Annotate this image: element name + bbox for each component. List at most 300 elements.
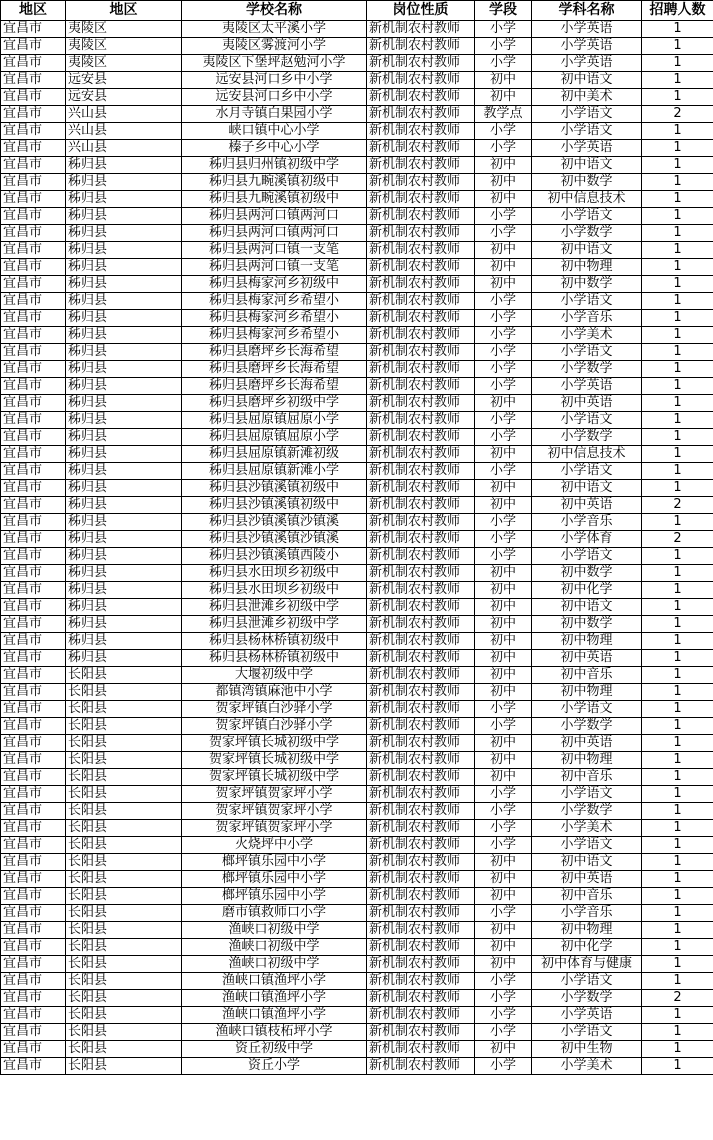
district-cell: 秭归县: [66, 242, 182, 259]
position-type-cell: 新机制农村教师: [367, 259, 475, 276]
table-row: [1, 429, 713, 446]
position-type-cell: 新机制农村教师: [367, 208, 475, 225]
school-name-cell: 秭归县沙镇溪镇西陵小: [182, 548, 367, 565]
subject-cell: 初中英语: [532, 395, 642, 412]
table-row: [1, 344, 713, 361]
subject-cell: 小学语文: [532, 837, 642, 854]
subject-cell: 小学语文: [532, 412, 642, 429]
school-name-cell: 秭归县九畹溪镇初级中: [182, 174, 367, 191]
district-cell: 长阳县: [66, 922, 182, 939]
school-name-cell: 秭归县屈原镇屈原小学: [182, 429, 367, 446]
school-level-cell: 初中: [475, 157, 532, 174]
school-name-cell: 秭归县屈原镇新滩初级: [182, 446, 367, 463]
school-name-cell: 秭归县沙镇溪镇沙镇溪: [182, 514, 367, 531]
school-name-cell: 榛子乡中心小学: [182, 140, 367, 157]
hire-count-cell: 1: [642, 684, 713, 701]
position-type-cell: 新机制农村教师: [367, 191, 475, 208]
table-row: [1, 21, 713, 38]
table-row: [1, 327, 713, 344]
school-name-cell: 榔坪镇乐园中小学: [182, 854, 367, 871]
city-cell: 宜昌市: [1, 174, 66, 191]
position-type-cell: 新机制农村教师: [367, 667, 475, 684]
hire-count-cell: 1: [642, 344, 713, 361]
table-row: [1, 973, 713, 990]
hire-count-cell: 1: [642, 922, 713, 939]
table-row: [1, 616, 713, 633]
hire-count-cell: 1: [642, 905, 713, 922]
school-name-cell: 秭归县梅家河乡希望小: [182, 293, 367, 310]
school-level-cell: 小学: [475, 905, 532, 922]
district-cell: 长阳县: [66, 684, 182, 701]
subject-cell: 初中语文: [532, 242, 642, 259]
school-name-cell: 秭归县两河口镇一支笔: [182, 259, 367, 276]
subject-cell: 小学音乐: [532, 905, 642, 922]
hire-count-cell: 1: [642, 973, 713, 990]
subject-cell: 小学语文: [532, 123, 642, 140]
school-level-cell: 小学: [475, 803, 532, 820]
subject-cell: 小学语文: [532, 1024, 642, 1041]
hire-count-cell: 1: [642, 140, 713, 157]
position-type-cell: 新机制农村教师: [367, 650, 475, 667]
table-row: [1, 310, 713, 327]
subject-cell: 小学语文: [532, 344, 642, 361]
subject-cell: 小学美术: [532, 1058, 642, 1075]
district-cell: 长阳县: [66, 701, 182, 718]
subject-cell: 初中语文: [532, 480, 642, 497]
school-level-cell: 初中: [475, 854, 532, 871]
hire-count-cell: 1: [642, 871, 713, 888]
position-type-cell: 新机制农村教师: [367, 735, 475, 752]
district-cell: 秭归县: [66, 633, 182, 650]
city-cell: 宜昌市: [1, 1041, 66, 1058]
district-cell: 兴山县: [66, 140, 182, 157]
header-subject: 学科名称: [532, 1, 642, 21]
table-row: [1, 803, 713, 820]
position-type-cell: 新机制农村教师: [367, 21, 475, 38]
table-row: [1, 854, 713, 871]
school-name-cell: 渔峡口初级中学: [182, 939, 367, 956]
school-level-cell: 初中: [475, 650, 532, 667]
school-level-cell: 初中: [475, 922, 532, 939]
city-cell: 宜昌市: [1, 259, 66, 276]
school-name-cell: 都镇湾镇麻池中小学: [182, 684, 367, 701]
school-name-cell: 资丘小学: [182, 1058, 367, 1075]
school-name-cell: 贺家坪镇贺家坪小学: [182, 820, 367, 837]
city-cell: 宜昌市: [1, 1024, 66, 1041]
table-row: [1, 412, 713, 429]
school-name-cell: 火烧坪中小学: [182, 837, 367, 854]
table-row: [1, 140, 713, 157]
subject-cell: 初中数学: [532, 565, 642, 582]
school-level-cell: 初中: [475, 242, 532, 259]
district-cell: 秭归县: [66, 514, 182, 531]
hire-count-cell: 1: [642, 514, 713, 531]
city-cell: 宜昌市: [1, 803, 66, 820]
position-type-cell: 新机制农村教师: [367, 837, 475, 854]
hire-count-cell: 1: [642, 633, 713, 650]
subject-cell: 小学美术: [532, 327, 642, 344]
table-row: [1, 786, 713, 803]
city-cell: 宜昌市: [1, 514, 66, 531]
table-row: [1, 905, 713, 922]
position-type-cell: 新机制农村教师: [367, 412, 475, 429]
position-type-cell: 新机制农村教师: [367, 514, 475, 531]
hire-count-cell: 1: [642, 293, 713, 310]
table-row: [1, 208, 713, 225]
table-row: [1, 480, 713, 497]
district-cell: 长阳县: [66, 854, 182, 871]
hire-count-cell: 1: [642, 548, 713, 565]
subject-cell: 初中物理: [532, 752, 642, 769]
school-level-cell: 小学: [475, 293, 532, 310]
school-name-cell: 夷陵区雾渡河小学: [182, 38, 367, 55]
position-type-cell: 新机制农村教师: [367, 888, 475, 905]
position-type-cell: 新机制农村教师: [367, 140, 475, 157]
table-row: [1, 55, 713, 72]
table-row: [1, 990, 713, 1007]
city-cell: 宜昌市: [1, 650, 66, 667]
position-type-cell: 新机制农村教师: [367, 463, 475, 480]
district-cell: 秭归县: [66, 616, 182, 633]
position-type-cell: 新机制农村教师: [367, 38, 475, 55]
district-cell: 夷陵区: [66, 38, 182, 55]
subject-cell: 初中物理: [532, 259, 642, 276]
hire-count-cell: 1: [642, 208, 713, 225]
school-level-cell: 初中: [475, 939, 532, 956]
district-cell: 长阳县: [66, 871, 182, 888]
district-cell: 长阳县: [66, 888, 182, 905]
position-type-cell: 新机制农村教师: [367, 871, 475, 888]
city-cell: 宜昌市: [1, 378, 66, 395]
hire-count-cell: 1: [642, 888, 713, 905]
table-row: [1, 259, 713, 276]
table-body: [1, 21, 713, 1075]
hire-count-cell: 1: [642, 1024, 713, 1041]
subject-cell: 初中物理: [532, 633, 642, 650]
school-level-cell: 小学: [475, 344, 532, 361]
school-name-cell: 夷陵区太平溪小学: [182, 21, 367, 38]
subject-cell: 小学语文: [532, 293, 642, 310]
table-row: [1, 395, 713, 412]
hire-count-cell: 1: [642, 939, 713, 956]
hire-count-cell: 1: [642, 667, 713, 684]
table-row: [1, 684, 713, 701]
table-row: [1, 72, 713, 89]
position-type-cell: 新机制农村教师: [367, 599, 475, 616]
position-type-cell: 新机制农村教师: [367, 276, 475, 293]
city-cell: 宜昌市: [1, 582, 66, 599]
position-type-cell: 新机制农村教师: [367, 106, 475, 123]
table-row: [1, 174, 713, 191]
position-type-cell: 新机制农村教师: [367, 344, 475, 361]
school-level-cell: 初中: [475, 174, 532, 191]
subject-cell: 小学英语: [532, 1007, 642, 1024]
school-name-cell: 秭归县梅家河乡初级中: [182, 276, 367, 293]
subject-cell: 小学数学: [532, 990, 642, 1007]
hire-count-cell: 1: [642, 72, 713, 89]
position-type-cell: 新机制农村教师: [367, 446, 475, 463]
district-cell: 夷陵区: [66, 55, 182, 72]
hire-count-cell: 1: [642, 157, 713, 174]
position-type-cell: 新机制农村教师: [367, 72, 475, 89]
hire-count-cell: 1: [642, 225, 713, 242]
table-row: [1, 599, 713, 616]
district-cell: 长阳县: [66, 837, 182, 854]
subject-cell: 小学音乐: [532, 514, 642, 531]
district-cell: 长阳县: [66, 1024, 182, 1041]
city-cell: 宜昌市: [1, 89, 66, 106]
school-name-cell: 秭归县杨林桥镇初级中: [182, 633, 367, 650]
position-type-cell: 新机制农村教师: [367, 378, 475, 395]
hire-count-cell: 1: [642, 378, 713, 395]
hire-count-cell: 1: [642, 191, 713, 208]
position-type-cell: 新机制农村教师: [367, 157, 475, 174]
school-name-cell: 秭归县两河口镇两河口: [182, 208, 367, 225]
city-cell: 宜昌市: [1, 616, 66, 633]
school-name-cell: 秭归县梅家河乡希望小: [182, 310, 367, 327]
city-cell: 宜昌市: [1, 225, 66, 242]
header-school-level: 学段: [475, 1, 532, 21]
table-row: [1, 956, 713, 973]
hire-count-cell: 1: [642, 242, 713, 259]
school-name-cell: 榔坪镇乐园中小学: [182, 871, 367, 888]
district-cell: 兴山县: [66, 106, 182, 123]
school-name-cell: 资丘初级中学: [182, 1041, 367, 1058]
district-cell: 秭归县: [66, 174, 182, 191]
school-name-cell: 贺家坪镇白沙驿小学: [182, 701, 367, 718]
school-level-cell: 小学: [475, 310, 532, 327]
school-level-cell: 小学: [475, 361, 532, 378]
city-cell: 宜昌市: [1, 208, 66, 225]
school-name-cell: 贺家坪镇长城初级中学: [182, 735, 367, 752]
position-type-cell: 新机制农村教师: [367, 531, 475, 548]
subject-cell: 小学数学: [532, 361, 642, 378]
position-type-cell: 新机制农村教师: [367, 497, 475, 514]
school-level-cell: 小学: [475, 123, 532, 140]
city-cell: 宜昌市: [1, 820, 66, 837]
hire-count-cell: 1: [642, 854, 713, 871]
district-cell: 秭归县: [66, 395, 182, 412]
school-level-cell: 初中: [475, 259, 532, 276]
subject-cell: 小学语文: [532, 106, 642, 123]
city-cell: 宜昌市: [1, 531, 66, 548]
district-cell: 秭归县: [66, 446, 182, 463]
subject-cell: 小学数学: [532, 225, 642, 242]
school-level-cell: 初中: [475, 1041, 532, 1058]
subject-cell: 初中语文: [532, 157, 642, 174]
header-position-type: 岗位性质: [367, 1, 475, 21]
subject-cell: 小学语文: [532, 786, 642, 803]
subject-cell: 初中语文: [532, 599, 642, 616]
school-level-cell: 小学: [475, 225, 532, 242]
school-level-cell: 初中: [475, 497, 532, 514]
city-cell: 宜昌市: [1, 633, 66, 650]
subject-cell: 小学英语: [532, 21, 642, 38]
table-row: [1, 123, 713, 140]
school-level-cell: 初中: [475, 276, 532, 293]
city-cell: 宜昌市: [1, 854, 66, 871]
city-cell: 宜昌市: [1, 463, 66, 480]
city-cell: 宜昌市: [1, 242, 66, 259]
table-row: [1, 701, 713, 718]
city-cell: 宜昌市: [1, 38, 66, 55]
school-level-cell: 初中: [475, 956, 532, 973]
city-cell: 宜昌市: [1, 956, 66, 973]
school-level-cell: 初中: [475, 684, 532, 701]
position-type-cell: 新机制农村教师: [367, 225, 475, 242]
position-type-cell: 新机制农村教师: [367, 429, 475, 446]
district-cell: 秭归县: [66, 157, 182, 174]
district-cell: 秭归县: [66, 361, 182, 378]
school-level-cell: 小学: [475, 327, 532, 344]
district-cell: 秭归县: [66, 582, 182, 599]
table-row: [1, 1024, 713, 1041]
position-type-cell: 新机制农村教师: [367, 973, 475, 990]
table-row: [1, 922, 713, 939]
school-level-cell: 小学: [475, 718, 532, 735]
position-type-cell: 新机制农村教师: [367, 718, 475, 735]
school-level-cell: 小学: [475, 1024, 532, 1041]
school-name-cell: 渔峡口镇渔坪小学: [182, 1007, 367, 1024]
school-name-cell: 秭归县水田坝乡初级中: [182, 582, 367, 599]
school-name-cell: 贺家坪镇长城初级中学: [182, 752, 367, 769]
district-cell: 长阳县: [66, 718, 182, 735]
city-cell: 宜昌市: [1, 72, 66, 89]
subject-cell: 小学英语: [532, 378, 642, 395]
hire-count-cell: 1: [642, 361, 713, 378]
district-cell: 长阳县: [66, 1007, 182, 1024]
table-row: [1, 191, 713, 208]
district-cell: 秭归县: [66, 412, 182, 429]
school-level-cell: 小学: [475, 531, 532, 548]
school-level-cell: 教学点: [475, 106, 532, 123]
subject-cell: 初中英语: [532, 735, 642, 752]
school-name-cell: 远安县河口乡中小学: [182, 89, 367, 106]
school-name-cell: 秭归县屈原镇屈原小学: [182, 412, 367, 429]
subject-cell: 初中信息技术: [532, 446, 642, 463]
table-row: [1, 514, 713, 531]
school-name-cell: 秭归县杨林桥镇初级中: [182, 650, 367, 667]
table-row: [1, 548, 713, 565]
subject-cell: 小学英语: [532, 38, 642, 55]
city-cell: 宜昌市: [1, 888, 66, 905]
subject-cell: 小学数学: [532, 429, 642, 446]
district-cell: 秭归县: [66, 225, 182, 242]
hire-count-cell: 1: [642, 735, 713, 752]
table-row: [1, 497, 713, 514]
position-type-cell: 新机制农村教师: [367, 956, 475, 973]
district-cell: 秭归县: [66, 429, 182, 446]
district-cell: 秭归县: [66, 497, 182, 514]
subject-cell: 小学语文: [532, 208, 642, 225]
hire-count-cell: 1: [642, 701, 713, 718]
city-cell: 宜昌市: [1, 565, 66, 582]
position-type-cell: 新机制农村教师: [367, 922, 475, 939]
hire-count-cell: 1: [642, 837, 713, 854]
school-level-cell: 小学: [475, 973, 532, 990]
table-row: [1, 650, 713, 667]
city-cell: 宜昌市: [1, 497, 66, 514]
district-cell: 长阳县: [66, 939, 182, 956]
position-type-cell: 新机制农村教师: [367, 684, 475, 701]
subject-cell: 小学数学: [532, 718, 642, 735]
table-row: [1, 667, 713, 684]
hire-count-cell: 1: [642, 463, 713, 480]
city-cell: 宜昌市: [1, 735, 66, 752]
position-type-cell: 新机制农村教师: [367, 123, 475, 140]
subject-cell: 初中数学: [532, 276, 642, 293]
school-level-cell: 初中: [475, 616, 532, 633]
hire-count-cell: 1: [642, 599, 713, 616]
subject-cell: 初中音乐: [532, 888, 642, 905]
school-name-cell: 秭归县磨坪乡长海希望: [182, 378, 367, 395]
hire-count-cell: 1: [642, 1041, 713, 1058]
school-level-cell: 小学: [475, 378, 532, 395]
table-row: [1, 1041, 713, 1058]
position-type-cell: 新机制农村教师: [367, 548, 475, 565]
school-level-cell: 初中: [475, 480, 532, 497]
city-cell: 宜昌市: [1, 548, 66, 565]
position-type-cell: 新机制农村教师: [367, 480, 475, 497]
school-name-cell: 渔峡口初级中学: [182, 956, 367, 973]
subject-cell: 初中数学: [532, 174, 642, 191]
city-cell: 宜昌市: [1, 140, 66, 157]
school-level-cell: 小学: [475, 548, 532, 565]
school-name-cell: 秭归县屈原镇新滩小学: [182, 463, 367, 480]
table-row: [1, 820, 713, 837]
subject-cell: 小学音乐: [532, 310, 642, 327]
table-row: [1, 939, 713, 956]
table-row: [1, 378, 713, 395]
hire-count-cell: 1: [642, 803, 713, 820]
hire-count-cell: 1: [642, 89, 713, 106]
district-cell: 秭归县: [66, 344, 182, 361]
position-type-cell: 新机制农村教师: [367, 616, 475, 633]
subject-cell: 初中语文: [532, 72, 642, 89]
position-type-cell: 新机制农村教师: [367, 565, 475, 582]
hire-count-cell: 2: [642, 497, 713, 514]
school-level-cell: 初中: [475, 769, 532, 786]
city-cell: 宜昌市: [1, 191, 66, 208]
hire-count-cell: 1: [642, 956, 713, 973]
school-name-cell: 贺家坪镇贺家坪小学: [182, 803, 367, 820]
table-row: [1, 38, 713, 55]
school-level-cell: 初中: [475, 89, 532, 106]
hire-count-cell: 1: [642, 1007, 713, 1024]
position-type-cell: 新机制农村教师: [367, 310, 475, 327]
school-level-cell: 小学: [475, 140, 532, 157]
position-type-cell: 新机制农村教师: [367, 752, 475, 769]
position-type-cell: 新机制农村教师: [367, 701, 475, 718]
hire-count-cell: 1: [642, 1058, 713, 1075]
school-name-cell: 秭归县沙镇溪镇初级中: [182, 497, 367, 514]
school-name-cell: 秭归县磨坪乡初级中学: [182, 395, 367, 412]
district-cell: 远安县: [66, 89, 182, 106]
city-cell: 宜昌市: [1, 157, 66, 174]
city-cell: 宜昌市: [1, 905, 66, 922]
city-cell: 宜昌市: [1, 344, 66, 361]
city-cell: 宜昌市: [1, 429, 66, 446]
district-cell: 长阳县: [66, 820, 182, 837]
hire-count-cell: 1: [642, 582, 713, 599]
position-type-cell: 新机制农村教师: [367, 786, 475, 803]
school-name-cell: 贺家坪镇长城初级中学: [182, 769, 367, 786]
table-row: [1, 1007, 713, 1024]
subject-cell: 小学美术: [532, 820, 642, 837]
position-type-cell: 新机制农村教师: [367, 854, 475, 871]
hire-count-cell: 2: [642, 531, 713, 548]
district-cell: 长阳县: [66, 973, 182, 990]
